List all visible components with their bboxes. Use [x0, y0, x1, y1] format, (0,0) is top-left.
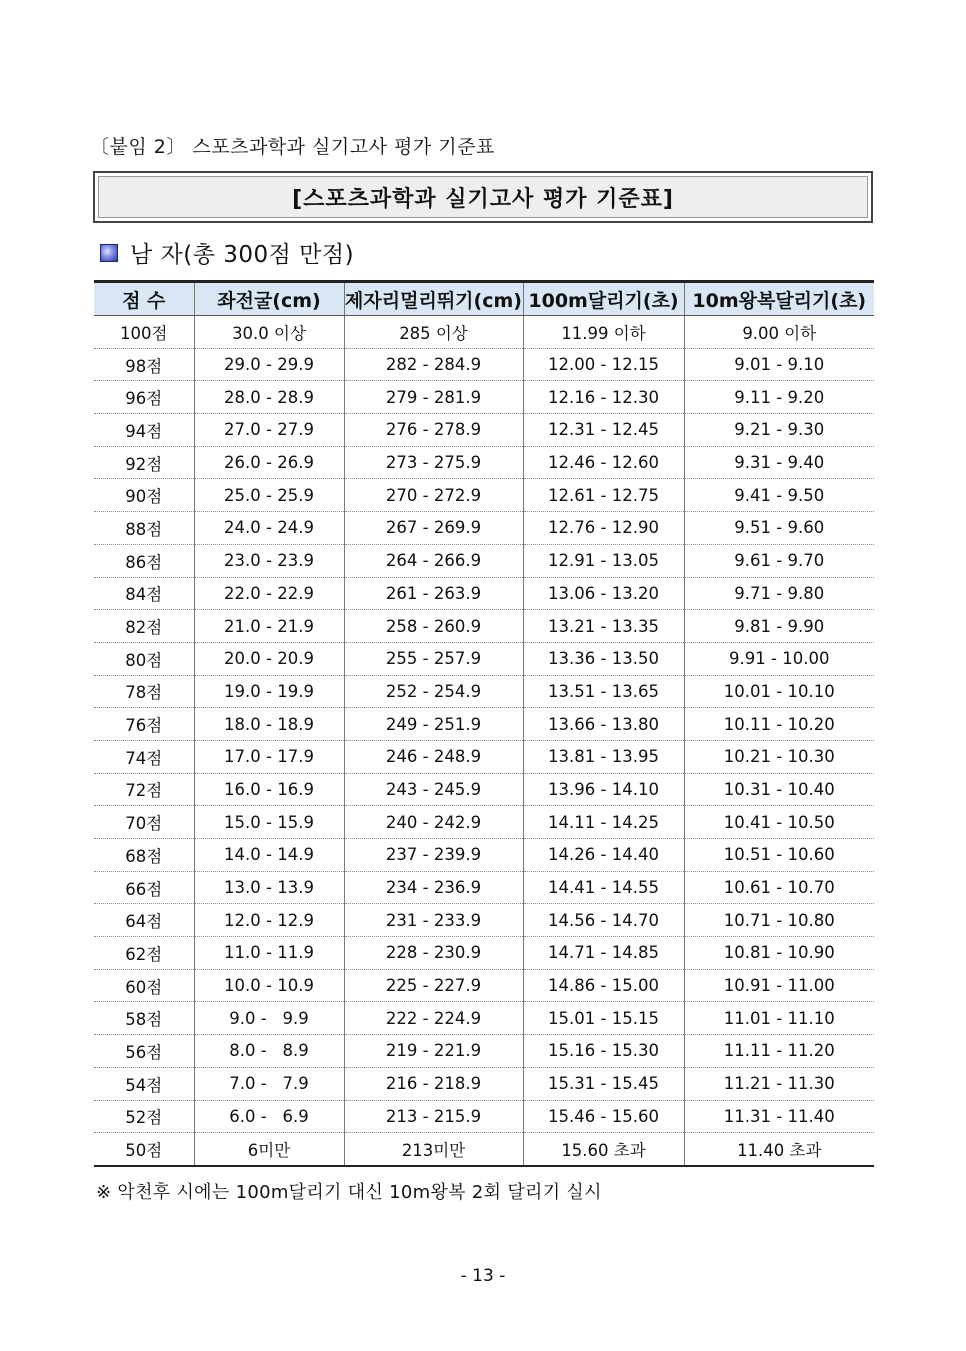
document-title-box [93, 171, 873, 223]
table-row [94, 708, 874, 741]
cell-sit-and-reach: 15.0 - 15.9 [194, 806, 344, 839]
cell-score: 72점 [94, 773, 194, 806]
table-row [94, 740, 874, 773]
table-row [94, 1002, 874, 1035]
table-row [94, 937, 874, 970]
cell-standing-long-jump: 282 - 284.9 [344, 348, 523, 381]
cell-100m-run: 13.51 - 13.65 [523, 675, 684, 708]
table-row [94, 316, 874, 349]
cell-standing-long-jump: 258 - 260.9 [344, 610, 523, 643]
cell-100m-run: 15.31 - 15.45 [523, 1067, 684, 1100]
cell-sit-and-reach: 20.0 - 20.9 [194, 642, 344, 675]
cell-10m-shuttle-run: 11.11 - 11.20 [684, 1035, 874, 1068]
cell-100m-run: 13.36 - 13.50 [523, 642, 684, 675]
header-sit-and-reach: 좌전굴(cm) [194, 282, 344, 316]
cell-standing-long-jump: 267 - 269.9 [344, 512, 523, 545]
cell-standing-long-jump: 261 - 263.9 [344, 577, 523, 610]
cell-score: 82점 [94, 610, 194, 643]
table-row [94, 381, 874, 414]
cell-sit-and-reach: 8.0 - 8.9 [194, 1035, 344, 1068]
cell-10m-shuttle-run: 10.31 - 10.40 [684, 773, 874, 806]
page-number: - 13 - [460, 1266, 506, 1286]
cell-standing-long-jump: 237 - 239.9 [344, 839, 523, 872]
cell-sit-and-reach: 19.0 - 19.9 [194, 675, 344, 708]
cell-score: 76점 [94, 708, 194, 741]
table-row [94, 446, 874, 479]
cell-sit-and-reach: 6미만 [194, 1133, 344, 1166]
cell-10m-shuttle-run: 10.81 - 10.90 [684, 937, 874, 970]
cell-standing-long-jump: 243 - 245.9 [344, 773, 523, 806]
cell-standing-long-jump: 234 - 236.9 [344, 871, 523, 904]
table-header-row [94, 282, 874, 316]
cell-100m-run: 15.16 - 15.30 [523, 1035, 684, 1068]
cell-10m-shuttle-run: 10.51 - 10.60 [684, 839, 874, 872]
cell-standing-long-jump: 213미만 [344, 1133, 523, 1166]
cell-score: 88점 [94, 512, 194, 545]
cell-100m-run: 12.00 - 12.15 [523, 348, 684, 381]
cell-score: 94점 [94, 414, 194, 447]
cell-10m-shuttle-run: 11.21 - 11.30 [684, 1067, 874, 1100]
footnote: ※ 악천후 시에는 100m달리기 대신 10m왕복 2회 달리기 실시 [96, 1182, 602, 1203]
cell-sit-and-reach: 24.0 - 24.9 [194, 512, 344, 545]
cell-score: 100점 [94, 316, 194, 349]
cell-score: 66점 [94, 871, 194, 904]
cell-sit-and-reach: 18.0 - 18.9 [194, 708, 344, 741]
table-row [94, 348, 874, 381]
cell-10m-shuttle-run: 10.91 - 11.00 [684, 969, 874, 1002]
header-standing-long-jump: 제자리멀리뛰기(cm) [344, 282, 523, 316]
table-row [94, 512, 874, 545]
cell-sit-and-reach: 6.0 - 6.9 [194, 1100, 344, 1133]
cell-100m-run: 14.86 - 15.00 [523, 969, 684, 1002]
cell-100m-run: 14.26 - 14.40 [523, 839, 684, 872]
table-row [94, 577, 874, 610]
section-heading [100, 236, 354, 269]
cell-standing-long-jump: 255 - 257.9 [344, 642, 523, 675]
cell-standing-long-jump: 270 - 272.9 [344, 479, 523, 512]
header-100m-run: 100m달리기(초) [523, 282, 684, 316]
cell-10m-shuttle-run: 9.31 - 9.40 [684, 446, 874, 479]
table-row [94, 871, 874, 904]
cell-10m-shuttle-run: 10.01 - 10.10 [684, 675, 874, 708]
cell-standing-long-jump: 231 - 233.9 [344, 904, 523, 937]
cell-sit-and-reach: 27.0 - 27.9 [194, 414, 344, 447]
cell-standing-long-jump: 222 - 224.9 [344, 1002, 523, 1035]
table-row [94, 904, 874, 937]
cell-10m-shuttle-run: 9.91 - 10.00 [684, 642, 874, 675]
scoring-table [94, 280, 874, 1167]
cell-10m-shuttle-run: 9.11 - 9.20 [684, 381, 874, 414]
cell-100m-run: 13.21 - 13.35 [523, 610, 684, 643]
cell-sit-and-reach: 14.0 - 14.9 [194, 839, 344, 872]
cell-100m-run: 12.16 - 12.30 [523, 381, 684, 414]
cell-standing-long-jump: 279 - 281.9 [344, 381, 523, 414]
table-body [94, 316, 874, 1166]
table-row [94, 544, 874, 577]
table-row [94, 839, 874, 872]
cell-10m-shuttle-run: 10.41 - 10.50 [684, 806, 874, 839]
cell-10m-shuttle-run: 9.61 - 9.70 [684, 544, 874, 577]
cell-score: 70점 [94, 806, 194, 839]
document-title: [스포츠과학과 실기고사 평가 기준표] [292, 186, 674, 212]
cell-standing-long-jump: 228 - 230.9 [344, 937, 523, 970]
cell-10m-shuttle-run: 9.51 - 9.60 [684, 512, 874, 545]
cell-sit-and-reach: 12.0 - 12.9 [194, 904, 344, 937]
cell-sit-and-reach: 21.0 - 21.9 [194, 610, 344, 643]
cell-standing-long-jump: 273 - 275.9 [344, 446, 523, 479]
table-row [94, 806, 874, 839]
cell-10m-shuttle-run: 11.31 - 11.40 [684, 1100, 874, 1133]
cell-100m-run: 14.41 - 14.55 [523, 871, 684, 904]
cell-sit-and-reach: 25.0 - 25.9 [194, 479, 344, 512]
cell-sit-and-reach: 29.0 - 29.9 [194, 348, 344, 381]
cell-100m-run: 12.61 - 12.75 [523, 479, 684, 512]
cell-10m-shuttle-run: 11.01 - 11.10 [684, 1002, 874, 1035]
table-row [94, 642, 874, 675]
cell-score: 52점 [94, 1100, 194, 1133]
cell-sit-and-reach: 26.0 - 26.9 [194, 446, 344, 479]
cell-sit-and-reach: 16.0 - 16.9 [194, 773, 344, 806]
cell-10m-shuttle-run: 9.00 이하 [684, 316, 874, 349]
cell-sit-and-reach: 22.0 - 22.9 [194, 577, 344, 610]
cell-standing-long-jump: 225 - 227.9 [344, 969, 523, 1002]
cell-standing-long-jump: 276 - 278.9 [344, 414, 523, 447]
table-row [94, 1035, 874, 1068]
cell-standing-long-jump: 240 - 242.9 [344, 806, 523, 839]
cell-score: 92점 [94, 446, 194, 479]
cell-10m-shuttle-run: 9.01 - 9.10 [684, 348, 874, 381]
table-row [94, 675, 874, 708]
square-bullet-icon [100, 244, 118, 262]
cell-score: 60점 [94, 969, 194, 1002]
cell-100m-run: 12.91 - 13.05 [523, 544, 684, 577]
cell-100m-run: 15.60 초과 [523, 1133, 684, 1166]
cell-10m-shuttle-run: 10.71 - 10.80 [684, 904, 874, 937]
cell-score: 56점 [94, 1035, 194, 1068]
cell-score: 74점 [94, 740, 194, 773]
header-score: 점 수 [94, 282, 194, 316]
cell-score: 68점 [94, 839, 194, 872]
cell-standing-long-jump: 216 - 218.9 [344, 1067, 523, 1100]
table-row [94, 969, 874, 1002]
cell-score: 50점 [94, 1133, 194, 1166]
cell-10m-shuttle-run: 10.11 - 10.20 [684, 708, 874, 741]
table-row [94, 773, 874, 806]
cell-100m-run: 13.66 - 13.80 [523, 708, 684, 741]
cell-100m-run: 12.76 - 12.90 [523, 512, 684, 545]
header-10m-shuttle-run: 10m왕복달리기(초) [684, 282, 874, 316]
cell-100m-run: 14.71 - 14.85 [523, 937, 684, 970]
cell-100m-run: 11.99 이하 [523, 316, 684, 349]
cell-10m-shuttle-run: 9.41 - 9.50 [684, 479, 874, 512]
cell-score: 80점 [94, 642, 194, 675]
cell-score: 84점 [94, 577, 194, 610]
cell-100m-run: 14.11 - 14.25 [523, 806, 684, 839]
cell-sit-and-reach: 17.0 - 17.9 [194, 740, 344, 773]
cell-100m-run: 13.06 - 13.20 [523, 577, 684, 610]
cell-100m-run: 14.56 - 14.70 [523, 904, 684, 937]
cell-sit-and-reach: 9.0 - 9.9 [194, 1002, 344, 1035]
cell-standing-long-jump: 285 이상 [344, 316, 523, 349]
cell-standing-long-jump: 246 - 248.9 [344, 740, 523, 773]
cell-standing-long-jump: 264 - 266.9 [344, 544, 523, 577]
cell-10m-shuttle-run: 9.21 - 9.30 [684, 414, 874, 447]
cell-100m-run: 13.96 - 14.10 [523, 773, 684, 806]
table-row [94, 414, 874, 447]
cell-score: 86점 [94, 544, 194, 577]
cell-10m-shuttle-run: 10.61 - 10.70 [684, 871, 874, 904]
cell-standing-long-jump: 219 - 221.9 [344, 1035, 523, 1068]
cell-sit-and-reach: 30.0 이상 [194, 316, 344, 349]
cell-score: 78점 [94, 675, 194, 708]
cell-sit-and-reach: 11.0 - 11.9 [194, 937, 344, 970]
cell-score: 62점 [94, 937, 194, 970]
cell-sit-and-reach: 10.0 - 10.9 [194, 969, 344, 1002]
cell-100m-run: 12.31 - 12.45 [523, 414, 684, 447]
cell-score: 90점 [94, 479, 194, 512]
cell-score: 64점 [94, 904, 194, 937]
table-row [94, 1133, 874, 1166]
cell-score: 96점 [94, 381, 194, 414]
cell-sit-and-reach: 23.0 - 23.9 [194, 544, 344, 577]
cell-10m-shuttle-run: 11.40 초과 [684, 1133, 874, 1166]
table-row [94, 1067, 874, 1100]
cell-10m-shuttle-run: 10.21 - 10.30 [684, 740, 874, 773]
cell-score: 98점 [94, 348, 194, 381]
cell-standing-long-jump: 252 - 254.9 [344, 675, 523, 708]
cell-standing-long-jump: 213 - 215.9 [344, 1100, 523, 1133]
cell-10m-shuttle-run: 9.81 - 9.90 [684, 610, 874, 643]
cell-score: 54점 [94, 1067, 194, 1100]
table-row [94, 1100, 874, 1133]
cell-sit-and-reach: 7.0 - 7.9 [194, 1067, 344, 1100]
cell-sit-and-reach: 13.0 - 13.9 [194, 871, 344, 904]
cell-100m-run: 13.81 - 13.95 [523, 740, 684, 773]
table-row [94, 479, 874, 512]
cell-100m-run: 12.46 - 12.60 [523, 446, 684, 479]
section-heading-text: 남 자(총 300점 만점) [130, 242, 355, 268]
cell-100m-run: 15.46 - 15.60 [523, 1100, 684, 1133]
table-row [94, 610, 874, 643]
cell-10m-shuttle-run: 9.71 - 9.80 [684, 577, 874, 610]
cell-score: 58점 [94, 1002, 194, 1035]
cell-sit-and-reach: 28.0 - 28.9 [194, 381, 344, 414]
cell-standing-long-jump: 249 - 251.9 [344, 708, 523, 741]
attachment-label: 〔붙임 2〕 스포츠과학과 실기고사 평가 기준표 [90, 136, 495, 158]
cell-100m-run: 15.01 - 15.15 [523, 1002, 684, 1035]
